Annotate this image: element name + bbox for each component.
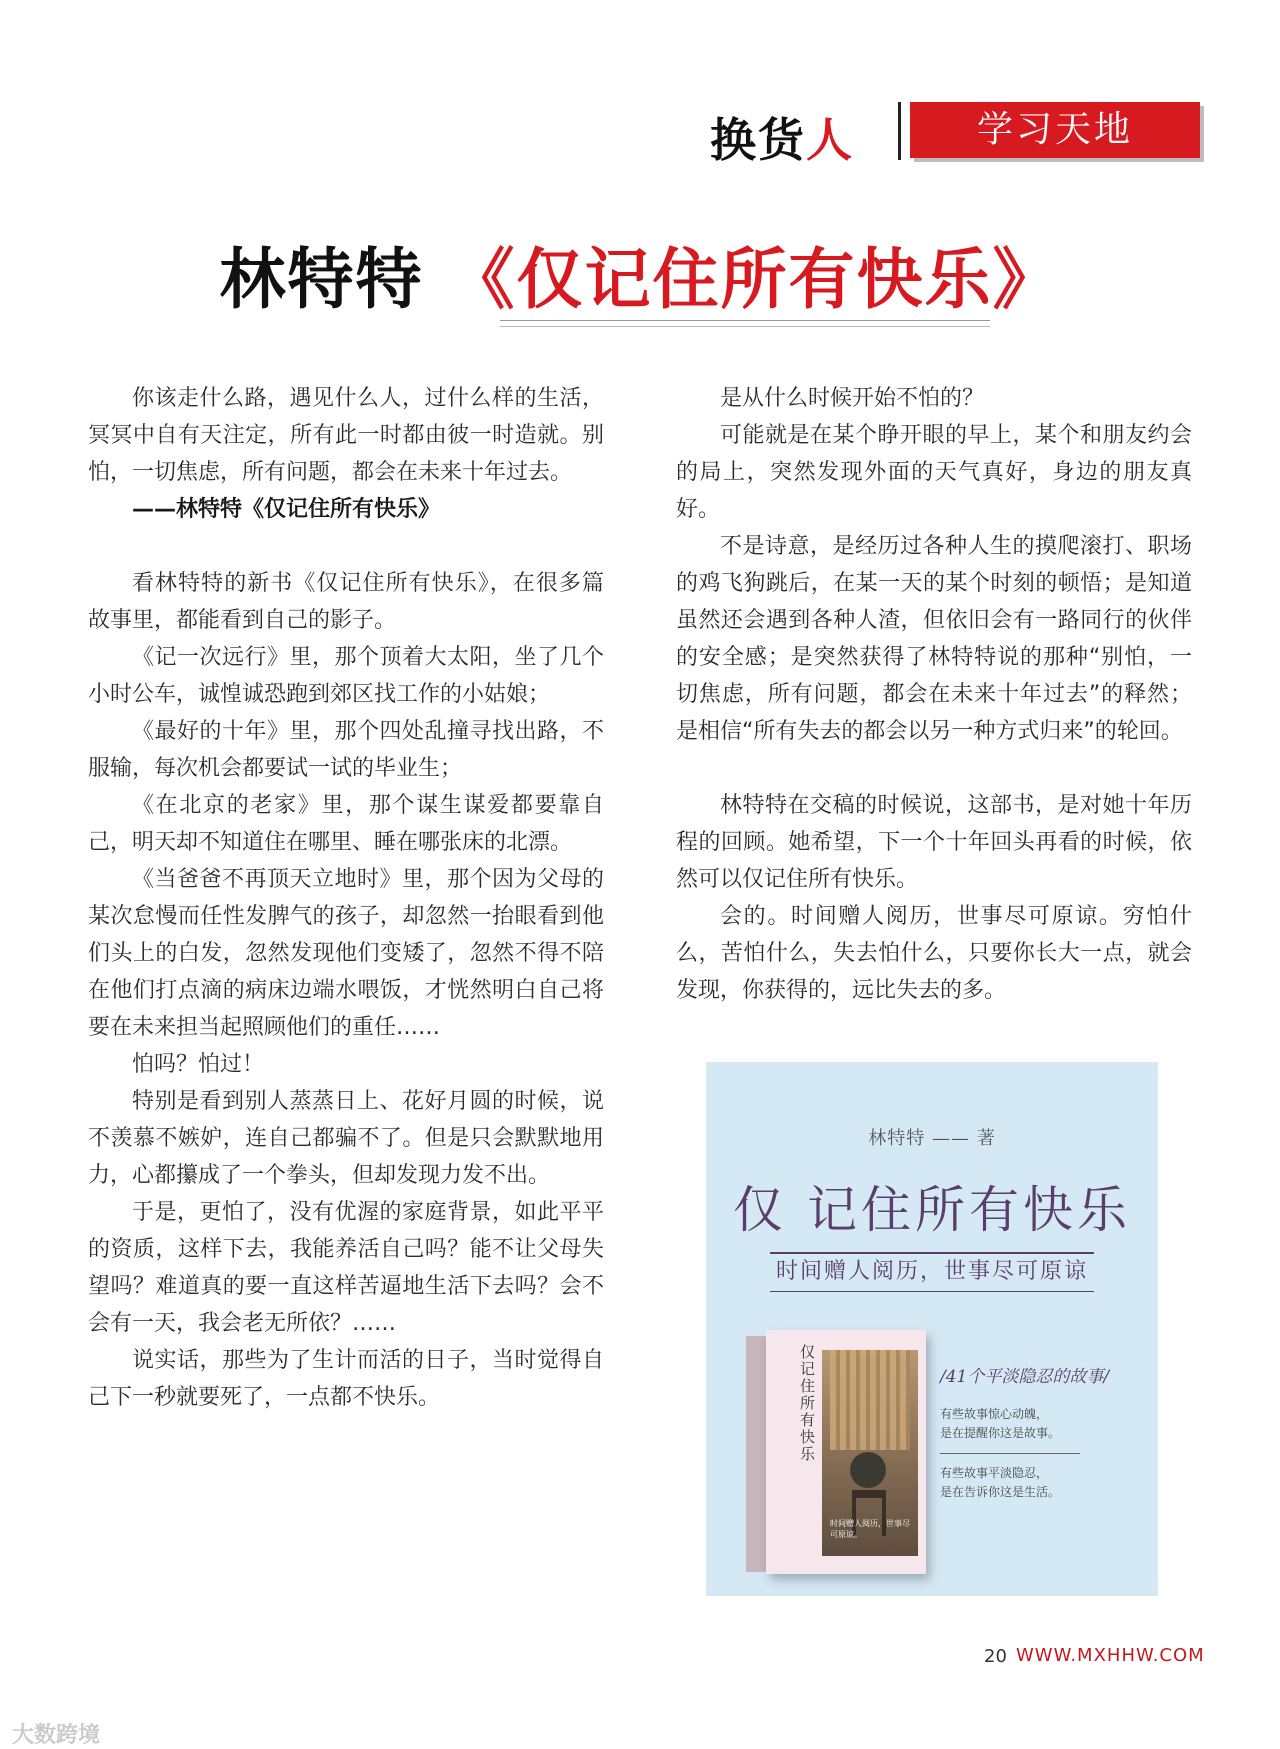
paragraph: 你该走什么路，遇见什么人，过什么样的生活，冥冥中自有天注定，所有此一时都由彼一时造就。别怕，一切焦虑，所有问题，都会在未来十年过去。 <box>88 386 604 485</box>
section-tag: 学习天地 <box>910 102 1200 158</box>
title-rule <box>500 320 990 327</box>
paragraph: 《在北京的老家》里，那个谋生谋爱都要靠自己，明天却不知道住在哪里、睡在哪张床的北漂。 <box>88 793 604 855</box>
blurb-line: 有些故事平淡隐忍， <box>940 1466 1049 1480</box>
paragraph: 不是诗意，是经历过各种人生的摸爬滚打、职场的鸡飞狗跳后，在某一天的某个时刻的顿悟；是知道虽然还会遇到各种人渣，但依旧会有一路同行的伙伴的安全感；是突然获得了林特特说的那种“别怕，一切焦虑，所有问题，都会在未来十年过去”的释然；是相信“所有失去的都会以另一种方式归来”的轮回。 <box>676 534 1192 744</box>
book-cover <box>766 1330 926 1574</box>
quote-attribution: ——林特特《仅记住所有快乐》 <box>132 497 441 522</box>
book-spine <box>746 1336 766 1572</box>
left-column <box>88 380 604 1416</box>
title-author: 林特特 <box>219 241 424 318</box>
paragraph-gap <box>676 750 1192 787</box>
book-advertisement <box>706 1062 1158 1596</box>
paragraph: 特别是看到别人蒸蒸日上、花好月圆的时候，说不羡慕不嫉妒，连自己都骗不了。但是只会默默地用力，心都攥成了一个拳头，但却发现力发不出。 <box>88 1089 604 1188</box>
ad-author: 林特特 —— 著 <box>868 1128 996 1149</box>
blurb-divider <box>940 1453 1080 1454</box>
brand-logo: 换货人 <box>710 113 854 167</box>
article-title <box>0 238 1280 322</box>
paragraph-gap <box>88 528 604 565</box>
blurb-line: 是在提醒你这是故事。 <box>940 1426 1061 1440</box>
paragraph: 看林特特的新书《仅记住所有快乐》，在很多篇故事里，都能看到自己的影子。 <box>88 571 604 633</box>
paragraph: 《记一次远行》里，那个顶着大太阳，坐了几个小时公车，诚惶诚恐跑到郊区找工作的小姑娘； <box>88 645 604 707</box>
paragraph: 《最好的十年》里，那个四处乱撞寻找出路，不服输，每次机会都要试一试的毕业生； <box>88 719 604 781</box>
ad-book-title: 仅 记住所有快乐 <box>733 1181 1131 1239</box>
book-cover-image <box>746 1330 926 1574</box>
masthead <box>700 98 1200 167</box>
site-url: WWW.MXHHW.COM <box>1016 1645 1205 1666</box>
blurb-line: 有些故事惊心动魄， <box>940 1407 1049 1421</box>
right-column <box>676 380 1192 1009</box>
paragraph: 可能就是在某个睁开眼的早上，某个和朋友约会的局上，突然发现外面的天气真好，身边的朋友真好。 <box>676 423 1192 522</box>
blurb-line: 是在告诉你这是生活。 <box>940 1485 1061 1499</box>
cover-caption: 时间赠人阅历，世事尽可原谅。 <box>830 1519 910 1539</box>
paragraph: 是从什么时候开始不怕的？ <box>720 386 985 411</box>
paragraph: 会的。时间赠人阅历，世事尽可原谅。穷怕什么，苦怕什么，失去怕什么，只要你长大一点，就会发现，你获得的，远比失去的多。 <box>676 904 1192 1003</box>
story-count: /41个平淡隐忍的故事/ <box>940 1367 1110 1387</box>
brand-divider <box>898 102 901 160</box>
paragraph: 林特特在交稿的时候说，这部书，是对她十年历程的回顾。她希望，下一个十年回头再看的时候，依然可以仅记住所有快乐。 <box>676 793 1192 892</box>
paragraph: 怕吗？怕过！ <box>132 1052 265 1077</box>
ad-slogan: 时间赠人阅历，世事尽可原谅 <box>770 1252 1094 1292</box>
paragraph: 说实话，那些为了生计而活的日子，当时觉得自己下一秒就要死了，一点都不快乐。 <box>88 1348 604 1410</box>
cover-title: 仅记住所有快乐 <box>798 1344 816 1463</box>
paragraph: 《当爸爸不再顶天立地时》里，那个因为父母的某次怠慢而任性发脾气的孩子，却忽然一抬眼看到他们头上的白发，忽然发现他们变矮了，忽然不得不陪在他们打点滴的病床边端水喂饭，才恍然明白自己将要在未来担当起照顾他们的重任…… <box>88 867 604 1040</box>
plant-graphic <box>850 1452 886 1488</box>
watermark: 大数跨境 <box>12 1723 101 1748</box>
title-book: 《仅记住所有快乐》 <box>448 241 1061 318</box>
curtain-graphic <box>830 1350 910 1450</box>
ad-blurb <box>940 1362 1140 1502</box>
page-number: 20 <box>984 1646 1007 1667</box>
paragraph: 于是，更怕了，没有优渥的家庭背景，如此平平的资质，这样下去，我能养活自己吗？能不让父母失望吗？难道真的要一直这样苦逼地生活下去吗？会不会有一天，我会老无所依？…… <box>88 1200 604 1336</box>
